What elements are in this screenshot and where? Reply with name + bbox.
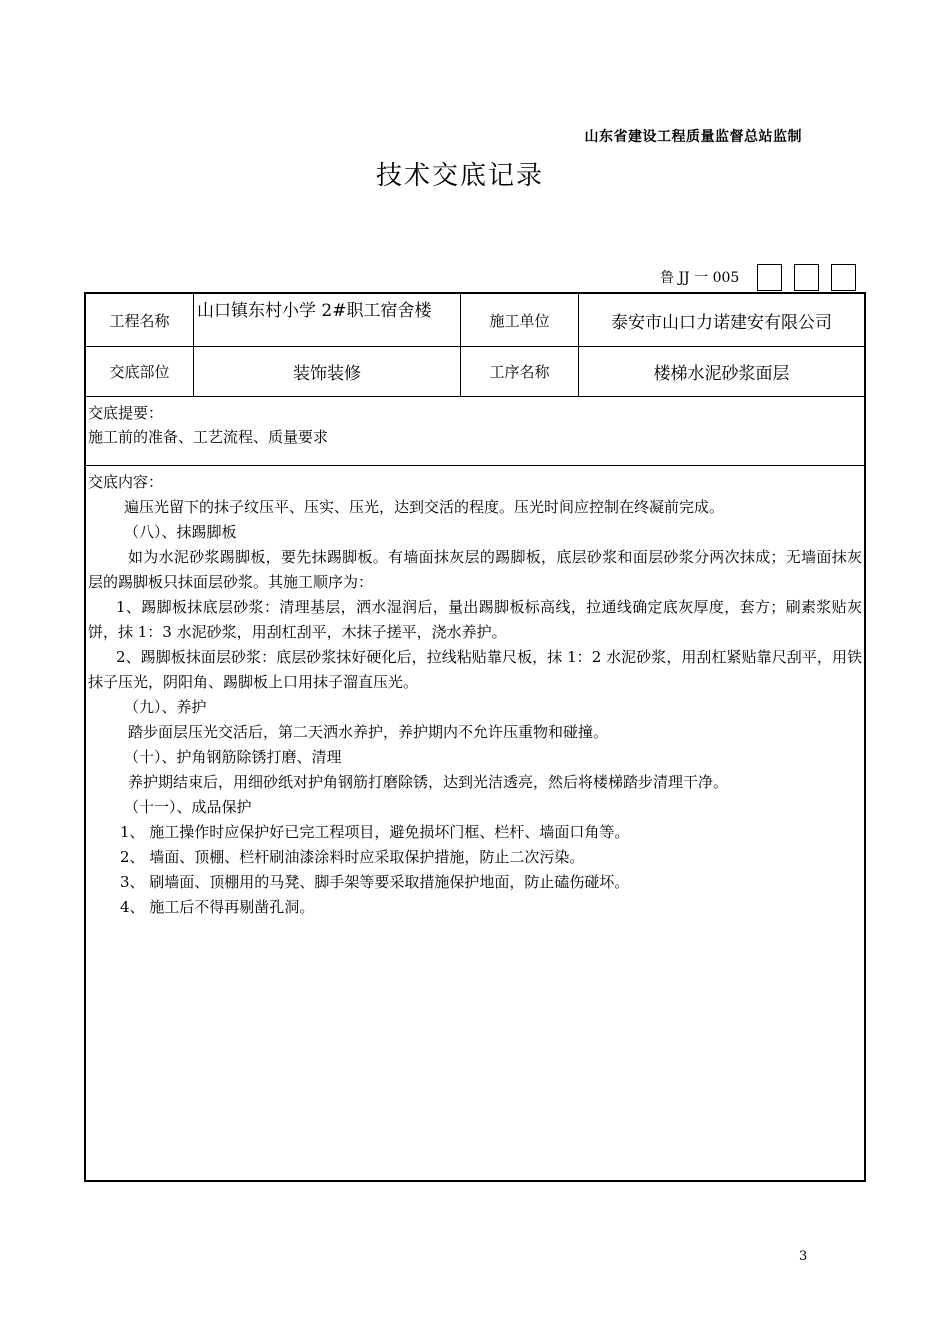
summary-label: 交底提要： xyxy=(88,404,164,422)
construction-unit-label: 施工单位 xyxy=(461,294,579,346)
list-item: 3、 刷墙面、顶棚用的马凳、脚手架等要采取措施保护地面，防止磕伤碰坏。 xyxy=(120,873,630,891)
content-paragraph: 2、踢脚板抹面层砂浆：底层砂浆抹好硬化后，拉线粘贴靠尺板，抹 1：2 水泥砂浆，用刮杠紧贴靠尺刮平，用铁抹子压光，阴阳角、踢脚板上口用抹子溜直压光。 xyxy=(88,648,862,691)
form-code-row xyxy=(660,263,856,291)
content-section xyxy=(86,466,864,920)
construction-unit-value[interactable]: 泰安市山口力诺建安有限公司 xyxy=(611,312,832,333)
process-value[interactable]: 楼梯水泥砂浆面层 xyxy=(653,364,790,384)
code-box-3[interactable] xyxy=(831,264,856,291)
content-label: 交底内容： xyxy=(88,473,164,491)
code-box-2[interactable] xyxy=(794,264,819,291)
content-paragraph: 1、踢脚板抹底层砂浆：清理基层，洒水湿润后，量出踢脚板标高线，拉通线确定底灰厚度，套方；刷素浆贴灰饼，抹 1：3 水泥砂浆，用刮杠刮平，木抹子搓平，浇水养护。 xyxy=(88,598,862,641)
content-paragraph: 遍压光留下的抹子纹压平、压实、压光，达到交活的程度。压光时间应控制在终凝前完成。 xyxy=(124,498,725,516)
project-name-value[interactable]: 山口镇东村小学 2#职工宿舍楼 xyxy=(194,294,461,346)
list-item: 4、 施工后不得再剔凿孔洞。 xyxy=(120,898,315,916)
content-paragraph: 踏步面层压光交活后，第二天洒水养护，养护期内不允许压重物和碰撞。 xyxy=(128,723,609,741)
page-number: 3 xyxy=(799,1249,808,1264)
summary-section xyxy=(86,397,864,466)
form-row-project xyxy=(86,294,864,347)
part-label: 交底部位 xyxy=(86,347,194,396)
project-name-label: 工程名称 xyxy=(86,294,194,346)
section-heading-9: （九）、养护 xyxy=(124,698,207,716)
summary-text[interactable]: 施工前的准备、工艺流程、质量要求 xyxy=(88,428,329,446)
list-item: 1、 施工操作时应保护好已完工程项目，避免损坏门框、栏杆、墙面口角等。 xyxy=(120,823,630,841)
disclosure-form xyxy=(84,292,866,1182)
form-row-part xyxy=(86,347,864,397)
supervisor-note: 山东省建设工程质量监督总站监制 xyxy=(584,129,802,145)
section-heading-11: （十一）、成品保护 xyxy=(124,798,252,816)
content-paragraph: 如为水泥砂浆踢脚板，要先抹踢脚板。有墙面抹灰层的踢脚板，底层砂浆和面层砂浆分两次抹成；无墙面抹灰层的踢脚板只抹面层砂浆。其施工顺序为： xyxy=(88,548,862,591)
part-value[interactable]: 装饰装修 xyxy=(194,347,461,396)
list-item: 2、 墙面、顶棚、栏杆刷油漆涂料时应采取保护措施，防止二次污染。 xyxy=(120,848,585,866)
section-heading-8: （八）、抹踢脚板 xyxy=(124,523,237,541)
content-paragraph: 养护期结束后，用细砂纸对护角钢筋打磨除锈，达到光洁透亮，然后将楼梯踏步清理干净。 xyxy=(128,773,729,791)
process-label: 工序名称 xyxy=(461,347,579,396)
code-box-1[interactable] xyxy=(757,264,782,291)
page-title: 技术交底记录 xyxy=(375,161,544,191)
form-code: 鲁 JJ 一 005 xyxy=(660,270,740,286)
section-heading-10: （十）、护角钢筋除锈打磨、清理 xyxy=(124,748,342,766)
